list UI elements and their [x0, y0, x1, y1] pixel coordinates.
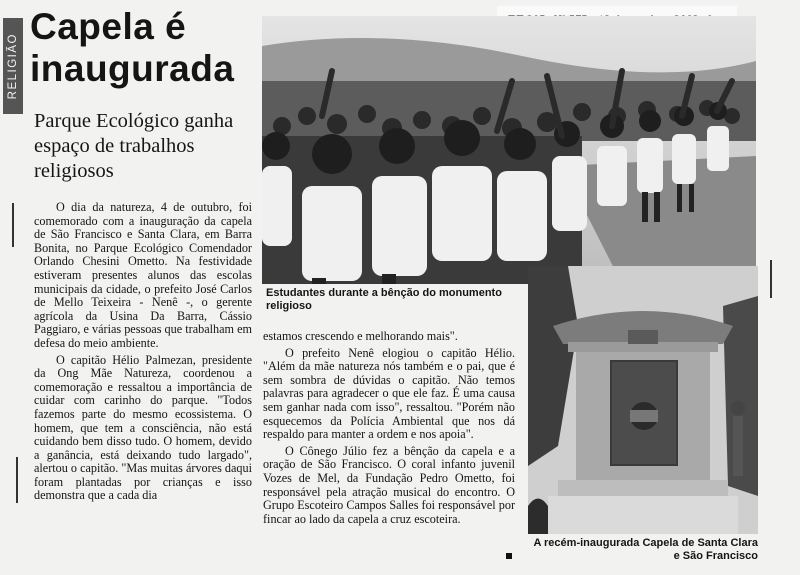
students-photo-image [262, 16, 756, 284]
headline: Capela é inaugurada [30, 6, 235, 89]
paragraph: O Cônego Júlio fez a bênção da capela e a oração de São Francisco. O coral infanto juvenil Vozes de Mel, da Fundação Pedro Ometto, foi responsável pela atração musical do encontro. O Grupo Escoteiro Campos Salles foi responsável por fincar ao lado da capela a cruz escoteira. [263, 443, 515, 526]
article-column-2 [263, 330, 515, 570]
subheadline: Parque Ecológico ganha espaço de trabalhos religiosos [34, 110, 234, 182]
photo-caption-2: A recém-inaugurada Capela de Santa Clara e São Francisco [533, 537, 758, 562]
paragraph: O prefeito Nenê elogiou o capitão Hélio. "Além da mãe natureza nós também e o pai, que é sem sombra de dúvidas o capitão. Não temos palavras para agradecer o que ele faz. É uma causa sem ganhar nada com isso", ressaltou. "Porém não esquecemos da Polícia Ambiental que nos dá respaldo para manter a ordem e nos apoia". [263, 345, 515, 442]
section-tab [3, 18, 23, 114]
photo-caption-1: Estudantes durante a bênção do monumento religioso [266, 287, 502, 312]
article-column-1 [34, 201, 252, 573]
photo-students [262, 16, 756, 284]
paragraph: O capitão Hélio Palmezan, presidente da Ong Mãe Natureza, coordenou a comemoração e ressaltou a importância de cuidar com carinho do parque. "Todos fazemos parte do mesmo ecossistema. O homem, que tem a consciência, não está cuidando bem disso tudo. O homem, devido a ganância, está deixando tudo largado", alertou o capitão. "Mas muitas árvores daqui foram plantadas por crianças e isso demonstra que a cada dia [34, 352, 252, 503]
paragraph: estamos crescendo e melhorando mais". [263, 330, 458, 343]
photo-chapel [528, 266, 758, 534]
end-mark [506, 553, 512, 559]
chapel-photo-image [528, 266, 758, 534]
section-label: RELIGIÃO [7, 32, 19, 100]
margin-mark [16, 457, 18, 503]
paragraph: O dia da natureza, 4 de outubro, foi comemorado com a inauguração da capela de São Francisco e Santa Clara, em Barra Bonita, no Parque Ecológico Comendador Orlando Chesini Ometto. Na festividade estiveram presentes alunos das escolas municipais da cidade, o prefeito José Carlos de Mello Teixeira - Nenê -, o gerente agrícola da Usina Da Barra, Cássio Paggiaro, e várias pessoas que trabalham em defesa do meio ambiente. [34, 201, 252, 350]
margin-mark [12, 203, 14, 247]
margin-mark [770, 260, 772, 298]
